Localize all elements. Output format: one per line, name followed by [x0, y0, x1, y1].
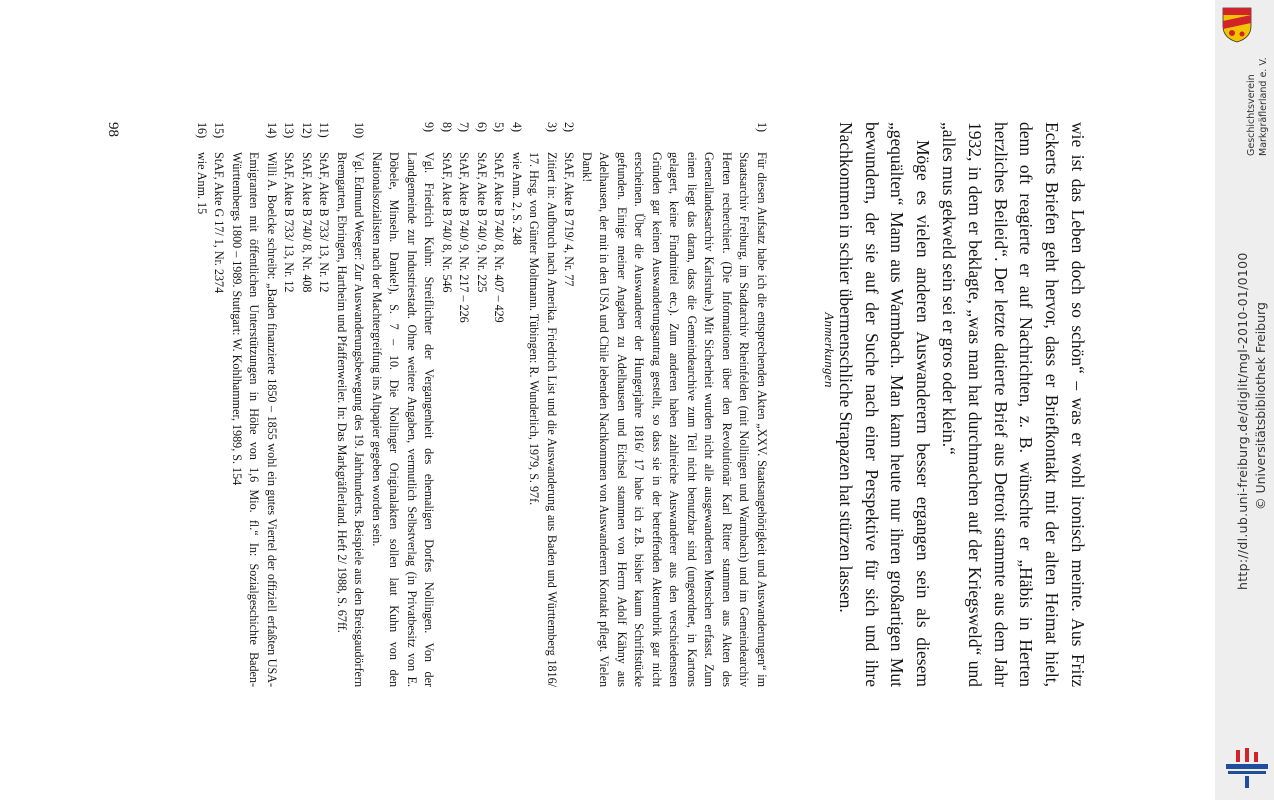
note-item	[298, 122, 316, 687]
note-text: Vgl. Friedrich Kuhn: Streiflichter der Vergangenheit des ehemaligen Dorfes Nollingen. Von der Landgemeinde zur Industriestadt. Ohne weitere Angaben, vermutlich Selbstverlag (in Privatbesitz von E. Döbele, Minseln. Danke!), S. 7 – 10. Die Nollinger Originalakten sollen laut Kuhn von den Nationalsozialisten nach der Machtergreifung ins Altpapier gegeben worden sein.	[370, 152, 437, 687]
note-number: 9)	[422, 122, 437, 133]
note-item	[525, 122, 560, 687]
note-number: 6)	[475, 122, 489, 133]
note-number: 4)	[510, 122, 524, 133]
notes-heading: Anmerkungen	[822, 312, 837, 388]
note-text: Zitiert in: Aufbruch nach Amerika. Friedrich List und die Auswanderung aus Baden und Württemberg 1816/ 17. Hrsg. von Günter Moltmann. Tübingen: R. Wunderlich, 1979, S. 97f.	[527, 152, 559, 687]
note-text: Für diesen Aufsatz habe ich die entsprechenden Akten „XXV. Staatsangehörigkeit und Auswanderungen“ im Staatsarchiv Freiburg, im Stadtarchiv Rheinfelden (mit Nollingen und Warmbach) und im Gemeindearchiv Herten recherchiert. (Die Informationen über den Revolutionär Karl Ritter stammen aus Akten des Generallandesarchiv Karlsruhe.) Mit Sicherheit wurden nicht alle ausgewanderten Menschen erfasst. Zum einen liegt das daran, dass die Gemeindearchive zum Teil nicht benutzbar sind (ungeordnet, in Kartons gelagert, keine Findmittel etc.). Zum anderen haben zahlreiche Auswanderer aus den verschiedensten Gründen gar keinen Auswanderungsantrag gestellt, so dass sie in der betreffenden Aktenrubrik gar nicht erscheinen. Über die Auswanderer der Hungerjahre 1816/ 17 habe ich z.B. bisher kaum Schriftstücke gefunden. Einige meiner Angaben zu Adelhausen und Eichsel stammen von Herrn Adolf Kähny aus Adelhausen, der mit in den USA und Chile lebenden Nachkommen von Auswanderern Kontakt pflegt. Vielen Dank!	[580, 152, 769, 687]
paragraph-1: wie ist das Leben doch so schön“ – was er wohl ironisch meinte. Aus Fritz Eckerts Briefen geht hervor, dass er Briefkontakt mit der alten Heimat hielt, denn oft reagierte er auf Nachrichten, z. B. wünschte er „Häbis in Herten herzliches Beileid“. Der letzte datierte Brief aus Detroit stammte aus dem Jahr 1932, in dem er beklagte, „was man hat durchmachen auf der Kriegsweld“ und „alles mus gekweld sein sei er gros oder klein.“	[939, 122, 1088, 687]
note-text: StAF, Akte B 740/ 8, Nr. 407 – 429	[492, 152, 507, 323]
note-number: 5)	[492, 122, 507, 133]
note-item	[210, 122, 228, 687]
note-number: 12)	[300, 122, 314, 139]
note-item	[560, 122, 578, 687]
note-number: 16)	[195, 122, 209, 139]
note-number: 8)	[440, 122, 454, 133]
note-number: 7)	[457, 122, 472, 133]
note-text: Willi A. Boelcke schreibt: „Baden finanzierte 1850 – 1855 wohl ein gutes Viertel der offiziell erfaßten USA-Emigranten mit öffentlichen Unterstützungen in Höhe von 1,6 Mio. fl.“ In: Sozialgeschichte Baden-Württembergs 1800 – 1989. Stuttgart: W. Kohlhammer, 1989, S. 154	[230, 152, 279, 687]
note-text: StAF, Akte B 733/ 13, Nr. 12	[282, 152, 297, 293]
note-item	[438, 122, 456, 687]
note-number: 10)	[352, 122, 367, 139]
note-number: 3)	[545, 122, 559, 133]
note-item	[333, 122, 368, 687]
copyright-text: © Universitätsbibliothek Freiburg	[1253, 302, 1268, 510]
note-item	[508, 122, 526, 687]
source-url-link[interactable]: http://dl.ub.uni-freiburg.de/diglit/mgl-2010-01/0100	[1235, 252, 1250, 590]
note-item	[490, 122, 508, 687]
body-text	[832, 122, 1090, 687]
note-item	[578, 122, 771, 687]
paragraph-2: Möge es vielen anderen Auswanderern besser ergangen sein als diesem „gequälten“ Mann aus Warmbach. Man kann heute nur ihren großartigen Mut bewundern, der sie auf der Suche nach einer Perspektive für sich und ihre Nachkommen in schier übermenschliche Strapazen hat stürzen lassen.	[835, 122, 934, 687]
note-number: 11)	[317, 122, 332, 138]
note-item	[228, 122, 281, 687]
note-text: StAF, Akte B 740/ 9, Nr. 217 – 226	[457, 152, 472, 323]
note-number: 15)	[212, 122, 227, 139]
note-item	[473, 122, 491, 687]
note-number: 1)	[755, 122, 769, 133]
note-text: StAF, Akte B 740/ 8, Nr. 546	[440, 152, 454, 293]
note-text: wie Anm. 15	[195, 152, 209, 215]
note-item	[193, 122, 211, 687]
note-number: 13)	[282, 122, 297, 139]
note-text: Vgl. Edmund Weeger: Zur Auswanderungsbewegung des 19. Jahrhunderts. Beispiele aus den Breisgaudörfern Bremgarten, Ebringen, Hartheim und Pfaffenweiler. In: Das Markgräflerland. Heft 2/ 1988, S. 67ff.	[335, 152, 367, 687]
ub-freiburg-logo-icon	[1226, 748, 1268, 788]
note-text: wie Anm. 2, S. 248	[510, 152, 524, 246]
note-item	[315, 122, 333, 687]
note-number: 14)	[265, 122, 279, 139]
association-name: Geschichtsverein	[1246, 74, 1257, 156]
note-text: StAF, Akte B 719/ 4, Nr. 77	[562, 152, 577, 287]
note-item	[368, 122, 438, 687]
association-region: Markgräflerland e. V.	[1258, 57, 1269, 156]
notes-list	[193, 122, 771, 687]
note-item	[280, 122, 298, 687]
note-text: StAF, Akte B 740/ 9, Nr. 225	[475, 152, 489, 293]
note-number: 2)	[562, 122, 577, 133]
page-number: 98	[105, 122, 121, 137]
coat-of-arms-icon	[1222, 7, 1252, 43]
note-item	[455, 122, 473, 687]
note-text: StAF, Akte B 733/ 13, Nr. 12	[317, 152, 332, 293]
note-text: StAF, Akte B 740/ 8, Nr. 408	[300, 152, 314, 293]
note-text: StAF, Akte G 17/ 1, Nr. 2374	[212, 152, 227, 294]
